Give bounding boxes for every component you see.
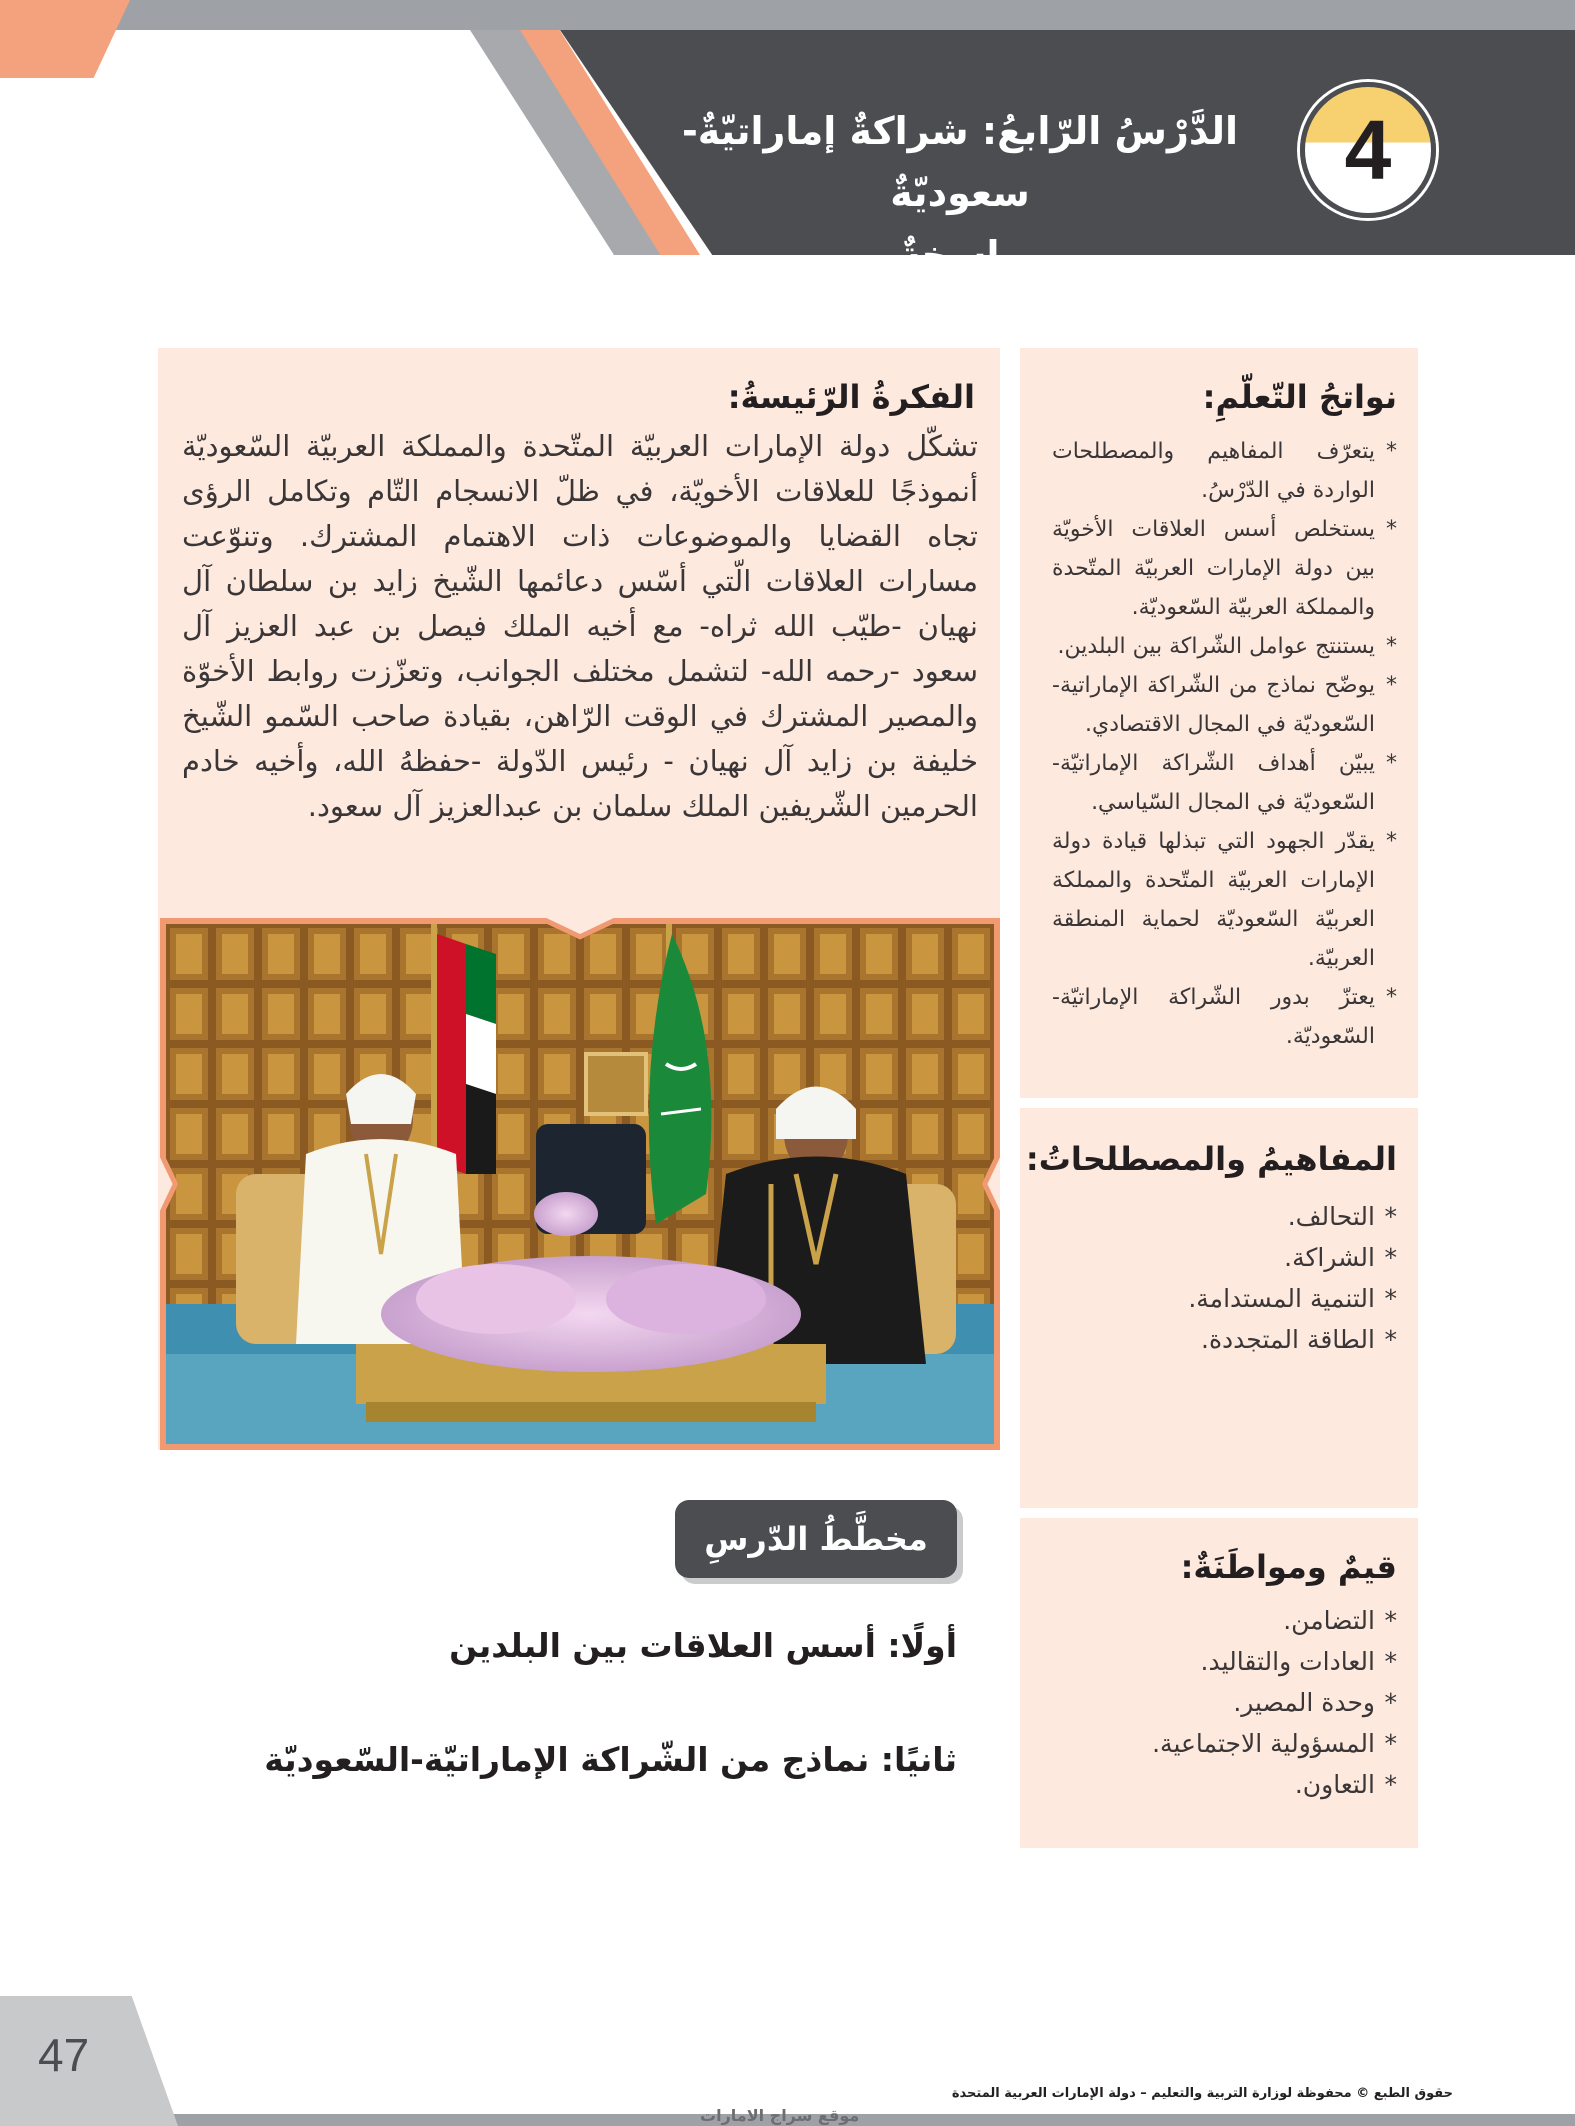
leaders-meeting-photo: [166, 924, 994, 1444]
lesson-number-badge: [1300, 82, 1436, 218]
list-item: * العادات والتقاليد.: [1052, 1641, 1397, 1682]
list-item: * يتعرّف المفاهيم والمصطلحات الواردة في الدّرْسُ.: [1052, 432, 1397, 510]
list-item: * التعاون.: [1052, 1764, 1397, 1805]
list-item: * يبيّن أهداف الشّراكة الإماراتيّة-السّعوديّة في المجال السّياسي.: [1052, 744, 1397, 822]
lesson-title: [640, 100, 1280, 286]
lesson-number: 4: [1344, 103, 1392, 197]
lesson-title-line-2: راسخةٌ: [898, 233, 1022, 277]
learning-outcomes-heading: نواتجُ التّعلّمِ:: [1202, 378, 1397, 416]
site-watermark: موقع سراج الامارات: [700, 2106, 860, 2125]
list-item: * يستنتج عوامل الشّراكة بين البلدين.: [1052, 627, 1397, 666]
header-orange-corner: [0, 0, 130, 78]
list-item: * يوضّح نماذج من الشّراكة الإماراتية-السّعوديّة في المجال الاقتصادي.: [1052, 666, 1397, 744]
list-item: * التضامن.: [1052, 1600, 1397, 1641]
photo-illustration: [166, 924, 994, 1444]
list-item: * يقدّر الجهود التي تبذلها قيادة دولة الإمارات العربيّة المتّحدة والمملكة العربيّة السّعوديّة لحماية المنطقة العربيّة.: [1052, 822, 1397, 978]
list-item: * الشراكة.: [1052, 1237, 1397, 1278]
copyright-notice: حقوق الطبع © محفوظة لوزارة التربية والتعليم – دولة الإمارات العربية المتحدة: [951, 2086, 1453, 2101]
values-heading: قيمٌ ومواطَنَةٌ:: [1180, 1548, 1397, 1586]
list-item: * وحدة المصير.: [1052, 1682, 1397, 1723]
lesson-plan-tab: مخطَّطُ الدّرسِ: [675, 1500, 957, 1578]
list-item: * يعتزّ بدور الشّراكة الإماراتيّة-السّعوديّة.: [1052, 978, 1397, 1056]
concepts-heading: المفاهيمُ والمصطلحاتُ:: [1025, 1140, 1397, 1178]
learning-outcomes-list: [1052, 432, 1397, 1056]
main-idea-text: تشكّل دولة الإمارات العربيّة المتّحدة والمملكة العربيّة السّعوديّة أنموذجًا للعلاقات الأخويّة، في ظلّ الانسجام التّام وتكامل الرؤى تجاه القضايا والموضوعات ذات الاهتمام المشترك. وتنوّعت مسارات العلاقات الّتي أسّس دعائمها الشّيخ زايد بن سلطان آل نهيان -طيّب الله ثراه- مع أخيه الملك فيصل بن عبد العزيز آل سعود -رحمه الله- لتشمل مختلف الجوانب، وتعزّزت روابط الأخوّة والمصير المشترك في الوقت الرّاهن، بقيادة صاحب السّمو الشّيخ خليفة بن زايد آل نهيان - رئيس الدّولة -حفظهُ الله، وأخيه خادم الحرمين الشّريفين الملك سلمان بن عبدالعزيز آل سعود.: [182, 429, 978, 823]
header-top-band: [100, 0, 1575, 30]
list-item: * الطاقة المتجددة.: [1052, 1319, 1397, 1360]
lesson-plan-item-1: أولًا: أسس العلاقات بين البلدين: [449, 1626, 957, 1665]
concepts-list: [1052, 1196, 1397, 1360]
list-item: * التحالف.: [1052, 1196, 1397, 1237]
list-item: * يستخلص أسس العلاقات الأخويّة بين دولة الإمارات العربيّة المتّحدة والمملكة العربيّة السّعوديّة.: [1052, 510, 1397, 627]
list-item: * التنمية المستدامة.: [1052, 1278, 1397, 1319]
page-number: 47: [38, 2029, 90, 2081]
lesson-plan-item-2: ثانيًا: نماذج من الشّراكة الإماراتيّة-السّعوديّة: [264, 1740, 957, 1779]
list-item: * المسؤولية الاجتماعية.: [1052, 1723, 1397, 1764]
main-idea-heading: الفكرةُ الرّئيسةُ:: [727, 378, 975, 416]
lesson-title-line-1: الدَّرْسُ الرّابعُ: شراكةٌ إماراتيّةٌ-سعوديّةٌ: [681, 109, 1239, 215]
values-list: [1052, 1600, 1397, 1805]
